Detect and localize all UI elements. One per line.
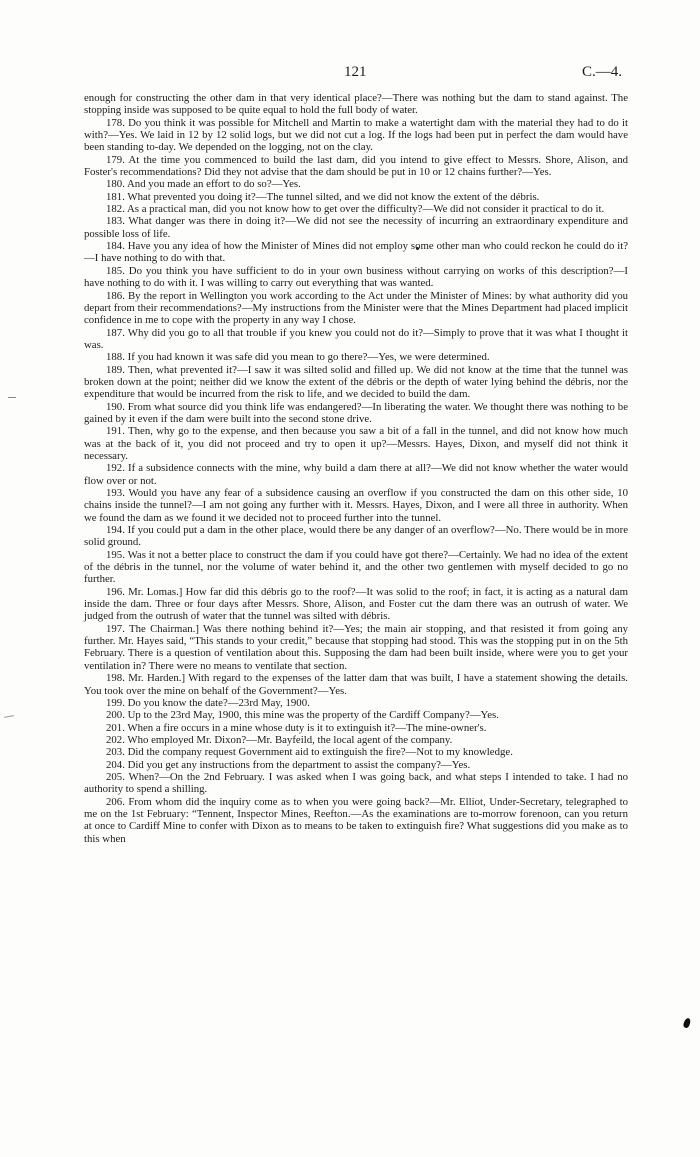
paragraph: 179. At the time you commenced to build the last dam, did you intend to give effect to Messrs. Shore, Alison, and Foster's recommendations? Did they not advise that the dam should be put in 10 or 12 chains further?—Yes. bbox=[84, 153, 628, 179]
paragraph: 194. If you could put a dam in the other place, would there be any danger of an overflow?—No. There would be in more solid ground. bbox=[84, 524, 628, 549]
page-number: 121 bbox=[344, 64, 367, 80]
paragraph: 198. Mr. Harden.] With regard to the expenses of the latter dam that was built, I have a statement showing the details. You took over the mine on behalf of the Government?—Yes. bbox=[84, 672, 628, 697]
series-reference: C.—4. bbox=[582, 64, 623, 80]
paragraph: 195. Was it not a better place to construct the dam if you could have got there?—Certainly. We had no idea of the extent of the débris in the tunnel, nor the volume of water behind it, and the other two gentlemen with myself decided to go no further. bbox=[84, 548, 628, 586]
paragraph: 190. From what source did you think life was endangered?—In liberating the water. We thought there was nothing to be gained by it even if the dam were built into the second stone drive. bbox=[84, 400, 628, 425]
paragraph: 181. What prevented you doing it?—The tunnel silted, and we did not know the extent of the débris. bbox=[106, 190, 540, 203]
paragraph: 187. Why did you go to all that trouble if you knew you could not do it?—Simply to prove that it was what I thought it was. bbox=[84, 326, 628, 351]
page-header bbox=[0, 64, 700, 84]
paragraph: 206. From whom did the inquiry come as to when you were going back?—Mr. Elliot, Under-Secretary, telegraphed to me on the 1st February: “Tennent, Inspector Mines, Reefton.—As the examinations are to-morrow forenoon, can you return at once to Cardiff Mine to confer with Dixon as to means to be taken to extinguish fire? What suggestions did you make as to this when bbox=[84, 795, 628, 845]
evidence-text bbox=[84, 92, 628, 845]
paragraph: 182. As a practical man, did you not know how to get over the difficulty?—We did not consider it practical to do it. bbox=[106, 203, 605, 216]
paragraph: 192. If a subsidence connects with the mine, why build a dam there at all?—We did not know whether the water would flow over or not. bbox=[84, 462, 628, 487]
paragraph: 185. Do you think you have sufficient to do in your own business without carrying on works of this description?—I have nothing to do with it. I was willing to carry out everything that was wanted. bbox=[84, 264, 628, 290]
paragraph: 196. Mr. Lomas.] How far did this débris go to the roof?—It was solid to the roof; in fact, it is acting as a natural dam inside the dam. Three or four days after Messrs. Shore, Alison, and Foster cut the dam there was an outrush of water. We judged from the outrush of water that the tunnel was silted with débris. bbox=[84, 585, 628, 623]
margin-mark bbox=[4, 715, 14, 718]
paragraph: 204. Did you get any instructions from the department to assist the company?—Yes. bbox=[106, 758, 471, 771]
paragraph: 189. Then, what prevented it?—I saw it was silted solid and filled up. We did not know at the time that the tunnel was broken down at the point; neither did we know the extent of the débris or the depth of water lying behind the débris, nor the expenditure that would be incurred from the risk to life, and we decided to build the dam. bbox=[84, 363, 628, 401]
paragraph: 199. Do you know the date?—23rd May, 1900. bbox=[106, 696, 310, 709]
paragraph: 180. And you made an effort to do so?—Yes. bbox=[106, 178, 301, 191]
paragraph: 191. Then, why go to the expense, and then because you saw a bit of a fall in the tunnel, and did not know how much was at the back of it, you did not proceed and try to open it up?—Messrs. Hayes, Dixon, and myself did not think it necessary. bbox=[84, 425, 628, 462]
paragraph: 188. If you had known it was safe did you mean to go there?—Yes, we were determined. bbox=[106, 351, 490, 364]
paragraph: 200. Up to the 23rd May, 1900, this mine was the property of the Cardiff Company?—Yes. bbox=[106, 709, 499, 722]
paragraph: 178. Do you think it was possible for Mitchell and Martin to make a watertight dam with the material they had to do it with?—Yes. We laid in 12 by 12 solid logs, but we did not cut a log. If the logs had been put in perfect the dam would have been standing to-day. We depended on the logging, not on the clay. bbox=[84, 116, 628, 154]
paragraph: 202. Who employed Mr. Dixon?—Mr. Bayfeild, the local agent of the company. bbox=[106, 733, 453, 746]
paragraph: 203. Did the company request Government aid to extinguish the fire?—Not to my knowledge. bbox=[106, 746, 513, 759]
paragraph: 186. By the report in Wellington you work according to the Act under the Minister of Mines: by what authority did you depart from their recommendations?—My instructions from the Minister were that the Mines Department had placed implicit confidence in me to cope with the property in any way I chose. bbox=[84, 289, 628, 327]
paragraph: 197. The Chairman.] Was there nothing behind it?—Yes; the main air stopping, and that resisted it from going any further. Mr. Hayes said, “This stands to your credit,” because that stopping had stood. This was the stopping put in on the 5th February. There is a question of ventilation about this. Supposing the dam had been built inside, where were you to get your ventilation in? There were no means to ventilate that section. bbox=[84, 622, 628, 672]
paragraph: 193. Would you have any fear of a subsidence causing an overflow if you constructed the dam on this other side, 10 chains inside the tunnel?—I am not going any further with it. Messrs. Hayes, Dixon, and I were all three in authority. When we found the dam as we found it we decided not to proceed further into the tunnel. bbox=[84, 487, 628, 524]
paragraph: 201. When a fire occurs in a mine whose duty is it to extinguish it?—The mine-owner's. bbox=[106, 721, 487, 734]
ink-blot bbox=[682, 1017, 691, 1028]
paragraph: 205. When?—On the 2nd February. I was asked when I was going back, and what steps I intended to take. I had no authority to spend a shilling. bbox=[84, 770, 628, 796]
paragraph: enough for constructing the other dam in that very identical place?—There was nothing but the dam to stand against. The stopping inside was supposed to be quite equal to hold the full body of water. bbox=[84, 92, 628, 117]
margin-mark bbox=[8, 397, 16, 398]
paragraph: 184. Have you any idea of how the Minister of Mines did not employ some other man who could reckon he could do it?—I have nothing to do with that. bbox=[84, 240, 628, 265]
paragraph: 183. What danger was there in doing it?—We did not see the necessity of incurring an extraordinary expenditure and possible loss of life. bbox=[84, 215, 628, 240]
